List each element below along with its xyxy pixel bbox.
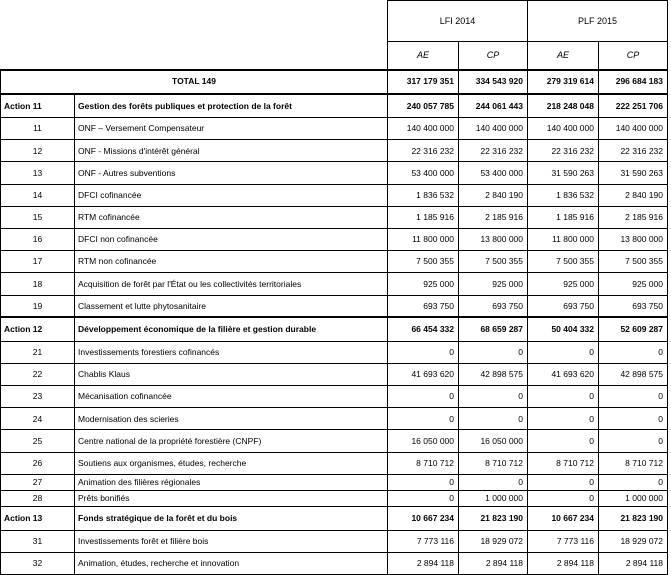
- value-cp-2015: 0: [599, 341, 668, 363]
- value-cp-2015: 18 929 072: [599, 530, 668, 552]
- table-row: [1, 430, 668, 452]
- row-code: 17: [1, 251, 75, 273]
- value-cp-2014: 68 659 287: [459, 317, 528, 341]
- table-row: [1, 118, 668, 140]
- value-cp-2014: 1 000 000: [459, 490, 528, 506]
- value-cp-2014: 18 929 072: [459, 530, 528, 552]
- value-cp-2015: 2 185 916: [599, 206, 668, 228]
- value-ae-2014: 0: [388, 490, 459, 506]
- row-label: RTM cofinancée: [75, 206, 388, 228]
- value-cp-2015: 925 000: [599, 273, 668, 295]
- row-label: Animation, études, recherche et innovation: [75, 553, 388, 575]
- row-code: Action 11: [1, 94, 75, 118]
- value-cp-2015: 8 710 712: [599, 452, 668, 474]
- value-ae-2014: 7 773 116: [388, 530, 459, 552]
- value-ae-2015: 0: [528, 474, 599, 490]
- value-cp-2015: 42 898 575: [599, 363, 668, 385]
- value-ae-2014: 8 710 712: [388, 452, 459, 474]
- row-code: 27: [1, 474, 75, 490]
- action-row: [1, 94, 668, 118]
- table-row: [1, 273, 668, 295]
- table-row: [1, 452, 668, 474]
- value-ae-2015: 7 773 116: [528, 530, 599, 552]
- row-label: Chablis Klaus: [75, 363, 388, 385]
- value-ae-2014: 0: [388, 408, 459, 430]
- row-label: Acquisition de forêt par l'État ou les collectivités territoriales: [75, 273, 388, 295]
- value-cp-2015: 0: [599, 386, 668, 408]
- value-cp-2014: 2 840 190: [459, 184, 528, 206]
- row-code: 26: [1, 452, 75, 474]
- value-cp-2014: 53 400 000: [459, 162, 528, 184]
- row-label: Développement économique de la filière et gestion durable: [75, 317, 388, 341]
- action-row: [1, 317, 668, 341]
- value-cp-2014: 16 050 000: [459, 430, 528, 452]
- row-code: 12: [1, 140, 75, 162]
- value-cp-2015: 13 800 000: [599, 228, 668, 250]
- value-cp-2014: 0: [459, 341, 528, 363]
- header-blank: [1, 1, 388, 42]
- value-cp-2014: 0: [459, 474, 528, 490]
- value-ae-2015: 279 319 614: [528, 70, 599, 94]
- table-row: [1, 184, 668, 206]
- value-cp-2014: 0: [459, 408, 528, 430]
- row-label: Gestion des forêts publiques et protection de la forêt: [75, 94, 388, 118]
- table-row: [1, 530, 668, 552]
- row-label: Modernisation des scieries: [75, 408, 388, 430]
- table-row: [1, 490, 668, 506]
- value-ae-2015: 7 500 355: [528, 251, 599, 273]
- subheader-ae-2014: AE: [388, 42, 459, 70]
- value-ae-2015: 11 800 000: [528, 228, 599, 250]
- value-ae-2014: 240 057 785: [388, 94, 459, 118]
- value-cp-2014: 2 894 118: [459, 553, 528, 575]
- value-cp-2015: 21 823 190: [599, 506, 668, 530]
- value-ae-2014: 1 836 532: [388, 184, 459, 206]
- row-label: Fonds stratégique de la forêt et du bois: [75, 506, 388, 530]
- value-ae-2014: 41 693 620: [388, 363, 459, 385]
- row-code: Action 12: [1, 317, 75, 341]
- value-ae-2015: 1 185 916: [528, 206, 599, 228]
- value-cp-2015: 2 840 190: [599, 184, 668, 206]
- value-ae-2014: 925 000: [388, 273, 459, 295]
- table-row: [1, 295, 668, 317]
- value-ae-2014: 0: [388, 341, 459, 363]
- table-row: [1, 386, 668, 408]
- row-label: Investissements forêt et filière bois: [75, 530, 388, 552]
- row-code: 31: [1, 530, 75, 552]
- table-row: [1, 140, 668, 162]
- row-label: Soutiens aux organismes, études, recherche: [75, 452, 388, 474]
- value-ae-2015: 925 000: [528, 273, 599, 295]
- row-label: ONF - Autres subventions: [75, 162, 388, 184]
- value-ae-2014: 317 179 351: [388, 70, 459, 94]
- row-code: 13: [1, 162, 75, 184]
- value-ae-2014: 16 050 000: [388, 430, 459, 452]
- row-code: 28: [1, 490, 75, 506]
- value-ae-2015: 31 590 263: [528, 162, 599, 184]
- row-code: 21: [1, 341, 75, 363]
- value-cp-2014: 693 750: [459, 295, 528, 317]
- row-label: Classement et lutte phytosanitaire: [75, 295, 388, 317]
- value-cp-2015: 140 400 000: [599, 118, 668, 140]
- row-label: Mécanisation cofinancée: [75, 386, 388, 408]
- row-label: DFCI cofinancée: [75, 184, 388, 206]
- value-ae-2015: 50 404 332: [528, 317, 599, 341]
- row-label: Prêts bonifiés: [75, 490, 388, 506]
- row-code: 22: [1, 363, 75, 385]
- row-code: 32: [1, 553, 75, 575]
- value-ae-2014: 10 667 234: [388, 506, 459, 530]
- row-label: Animation des filières régionales: [75, 474, 388, 490]
- value-ae-2015: 140 400 000: [528, 118, 599, 140]
- row-code: 14: [1, 184, 75, 206]
- value-ae-2015: 0: [528, 386, 599, 408]
- value-ae-2015: 0: [528, 408, 599, 430]
- value-ae-2014: 0: [388, 386, 459, 408]
- action-row: [1, 506, 668, 530]
- subheader-cp-2014: CP: [459, 42, 528, 70]
- value-ae-2015: 0: [528, 490, 599, 506]
- value-cp-2015: 2 894 118: [599, 553, 668, 575]
- row-label: DFCI non cofinancée: [75, 228, 388, 250]
- table-row: [1, 408, 668, 430]
- row-code: 23: [1, 386, 75, 408]
- row-code: 15: [1, 206, 75, 228]
- table-row: [1, 206, 668, 228]
- value-cp-2015: 693 750: [599, 295, 668, 317]
- row-code: 11: [1, 118, 75, 140]
- table-row: [1, 363, 668, 385]
- value-cp-2014: 21 823 190: [459, 506, 528, 530]
- value-ae-2015: 2 894 118: [528, 553, 599, 575]
- subheader-cp-2015: CP: [599, 42, 668, 70]
- table-row: [1, 228, 668, 250]
- subheader-blank: [1, 42, 388, 70]
- total-label: TOTAL 149: [1, 70, 388, 94]
- value-ae-2014: 693 750: [388, 295, 459, 317]
- row-code: 19: [1, 295, 75, 317]
- value-ae-2014: 22 316 232: [388, 140, 459, 162]
- value-cp-2014: 8 710 712: [459, 452, 528, 474]
- value-ae-2015: 1 836 532: [528, 184, 599, 206]
- value-cp-2014: 244 061 443: [459, 94, 528, 118]
- value-ae-2014: 0: [388, 474, 459, 490]
- value-cp-2015: 31 590 263: [599, 162, 668, 184]
- value-cp-2014: 2 185 916: [459, 206, 528, 228]
- row-code: 24: [1, 408, 75, 430]
- value-cp-2015: 0: [599, 430, 668, 452]
- value-ae-2015: 0: [528, 430, 599, 452]
- value-ae-2014: 66 454 332: [388, 317, 459, 341]
- value-cp-2014: 334 543 920: [459, 70, 528, 94]
- value-ae-2015: 10 667 234: [528, 506, 599, 530]
- value-cp-2014: 140 400 000: [459, 118, 528, 140]
- value-cp-2015: 1 000 000: [599, 490, 668, 506]
- value-ae-2014: 11 800 000: [388, 228, 459, 250]
- row-label: RTM non cofinancée: [75, 251, 388, 273]
- row-code: 25: [1, 430, 75, 452]
- value-ae-2015: 8 710 712: [528, 452, 599, 474]
- row-code: 18: [1, 273, 75, 295]
- value-ae-2015: 218 248 048: [528, 94, 599, 118]
- value-cp-2015: 296 684 183: [599, 70, 668, 94]
- value-ae-2014: 7 500 355: [388, 251, 459, 273]
- row-code: 16: [1, 228, 75, 250]
- row-label: Investissements forestiers cofinancés: [75, 341, 388, 363]
- table-body: [1, 70, 668, 575]
- value-cp-2014: 42 898 575: [459, 363, 528, 385]
- value-cp-2015: 0: [599, 408, 668, 430]
- value-ae-2015: 693 750: [528, 295, 599, 317]
- value-ae-2014: 53 400 000: [388, 162, 459, 184]
- row-label: Centre national de la propriété forestière (CNPF): [75, 430, 388, 452]
- header-lfi-2014: LFI 2014: [388, 1, 528, 42]
- header-plf-2015: PLF 2015: [528, 1, 668, 42]
- row-label: ONF - Missions d'intérêt général: [75, 140, 388, 162]
- value-cp-2014: 925 000: [459, 273, 528, 295]
- value-cp-2014: 7 500 355: [459, 251, 528, 273]
- table-row: [1, 251, 668, 273]
- subheader-ae-2015: AE: [528, 42, 599, 70]
- table-row: [1, 162, 668, 184]
- value-cp-2015: 52 609 287: [599, 317, 668, 341]
- table-row: [1, 341, 668, 363]
- value-cp-2014: 22 316 232: [459, 140, 528, 162]
- value-ae-2014: 1 185 916: [388, 206, 459, 228]
- row-label: ONF – Versement Compensateur: [75, 118, 388, 140]
- value-ae-2014: 2 894 118: [388, 553, 459, 575]
- value-ae-2015: 0: [528, 341, 599, 363]
- value-cp-2014: 13 800 000: [459, 228, 528, 250]
- value-ae-2015: 22 316 232: [528, 140, 599, 162]
- value-cp-2015: 222 251 706: [599, 94, 668, 118]
- value-cp-2015: 0: [599, 474, 668, 490]
- value-ae-2014: 140 400 000: [388, 118, 459, 140]
- row-code: Action 13: [1, 506, 75, 530]
- value-cp-2015: 7 500 355: [599, 251, 668, 273]
- total-row: [1, 70, 668, 94]
- value-cp-2014: 0: [459, 386, 528, 408]
- value-cp-2015: 22 316 232: [599, 140, 668, 162]
- value-ae-2015: 41 693 620: [528, 363, 599, 385]
- table-row: [1, 474, 668, 490]
